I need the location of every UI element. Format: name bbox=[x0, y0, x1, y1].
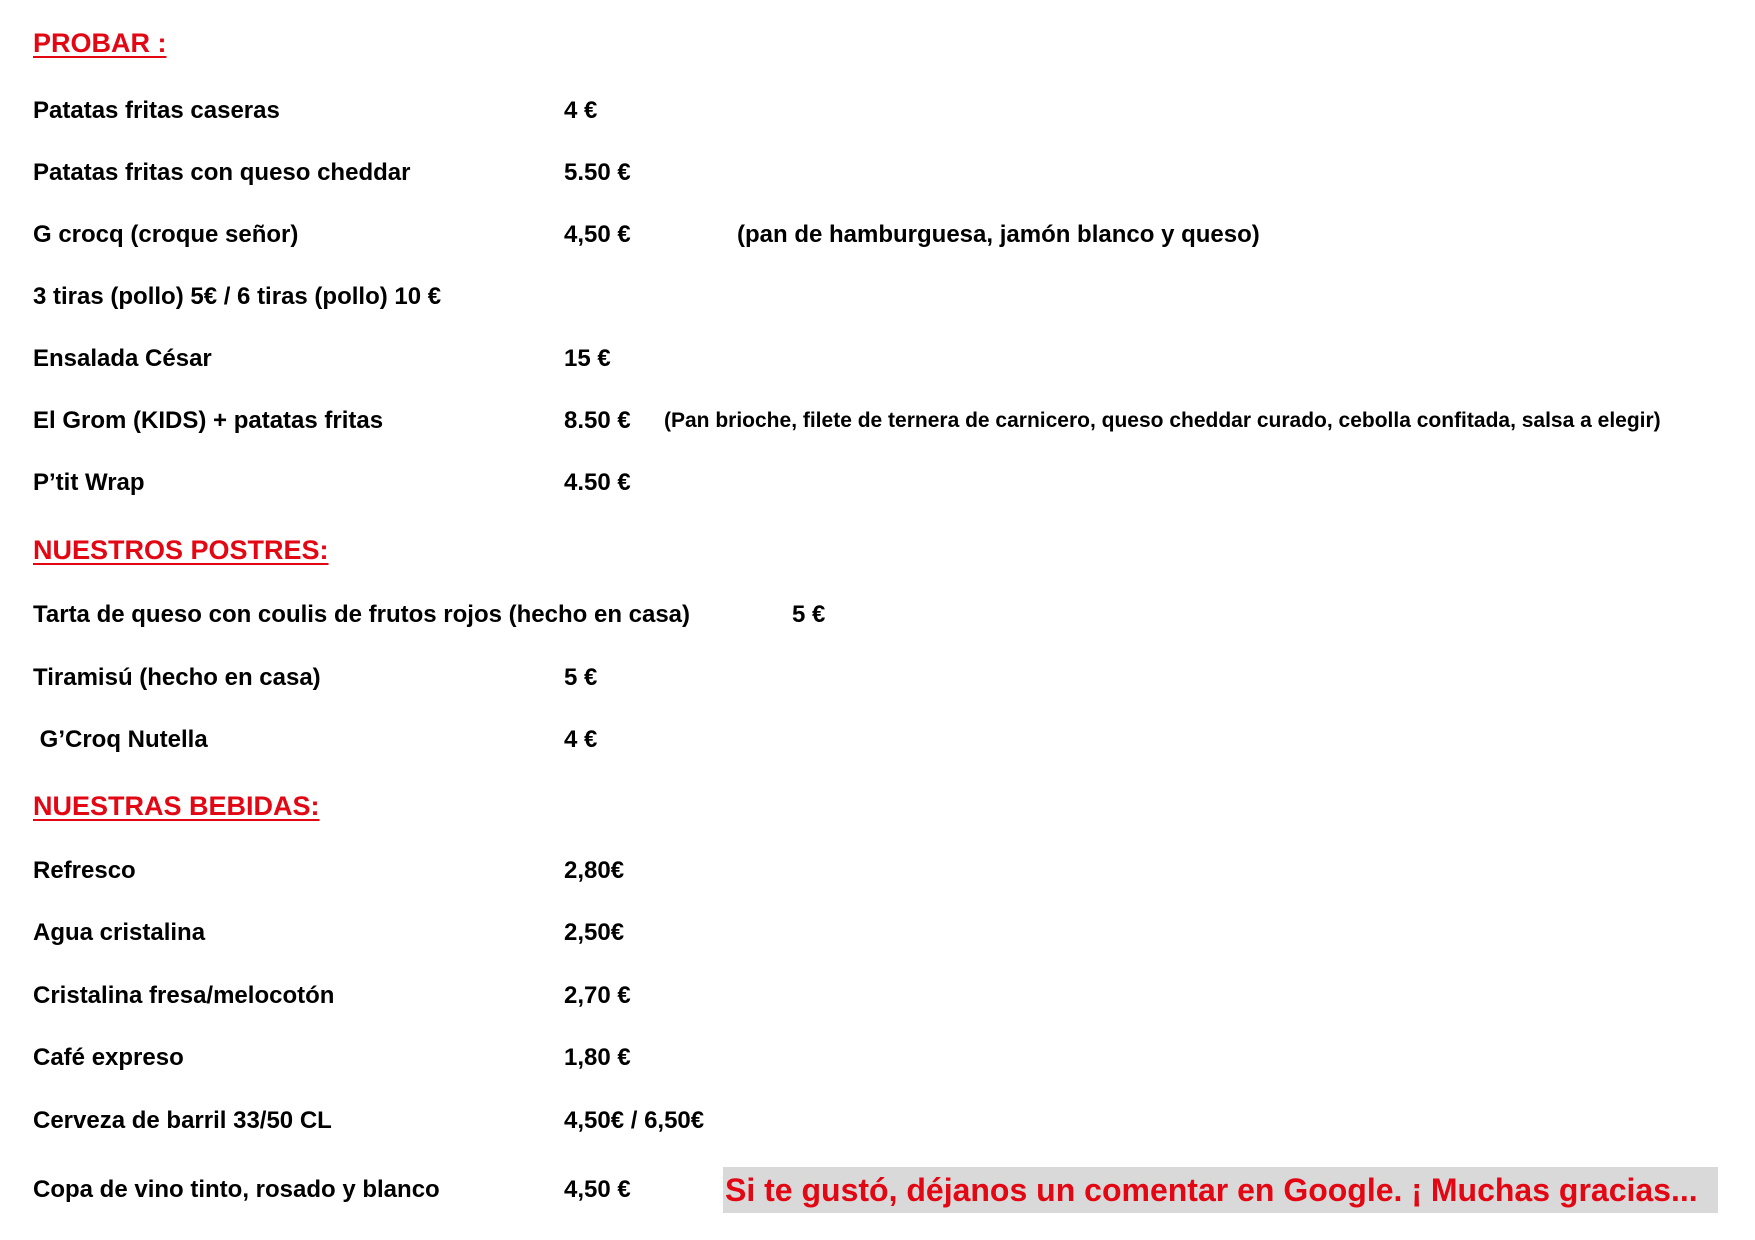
item-name: Tarta de queso con coulis de frutos rojos (hecho en casa) bbox=[33, 601, 691, 628]
item-price: 2,80€ bbox=[564, 857, 625, 884]
menu-item bbox=[0, 857, 1755, 897]
menu-item bbox=[0, 1107, 1755, 1147]
section-title-probar: PROBAR : bbox=[33, 28, 167, 58]
menu-item bbox=[0, 221, 1755, 261]
item-price: 4 € bbox=[564, 726, 598, 753]
item-name: G crocq (croque señor) bbox=[33, 221, 299, 248]
item-name: Copa de vino tinto, rosado y blanco bbox=[33, 1176, 440, 1203]
item-name: G’Croq Nutella bbox=[33, 726, 208, 753]
item-name: Cristalina fresa/melocotón bbox=[33, 982, 335, 1009]
menu-item bbox=[0, 726, 1755, 766]
item-name: Patatas fritas con queso cheddar bbox=[33, 159, 411, 186]
item-price: 4 € bbox=[564, 97, 598, 124]
menu-item bbox=[0, 97, 1755, 137]
menu-item bbox=[0, 345, 1755, 385]
item-price: 8.50 € bbox=[564, 407, 631, 434]
item-name: 3 tiras (pollo) 5€ / 6 tiras (pollo) 10 € bbox=[33, 283, 442, 310]
item-name: El Grom (KIDS) + patatas fritas bbox=[33, 407, 384, 434]
item-price: 2,50€ bbox=[564, 919, 625, 946]
menu-item bbox=[0, 601, 1755, 641]
item-price: 4.50 € bbox=[564, 469, 631, 496]
item-price: 5.50 € bbox=[564, 159, 631, 186]
menu-item bbox=[0, 283, 1755, 323]
item-name: Agua cristalina bbox=[33, 919, 206, 946]
item-name: Cerveza de barril 33/50 CL bbox=[33, 1107, 332, 1134]
menu-item bbox=[0, 982, 1755, 1022]
item-name: Café expreso bbox=[33, 1044, 184, 1071]
item-price: 4,50€ / 6,50€ bbox=[564, 1107, 705, 1134]
item-name: Tiramisú (hecho en casa) bbox=[33, 664, 321, 691]
menu-item bbox=[0, 1044, 1755, 1084]
item-price: 5 € bbox=[792, 601, 826, 628]
item-price: 4,50 € bbox=[564, 221, 631, 248]
section-title-postres: NUESTROS POSTRES: bbox=[33, 535, 329, 565]
item-name: Patatas fritas caseras bbox=[33, 97, 280, 124]
section-title-bebidas: NUESTRAS BEBIDAS: bbox=[33, 791, 320, 821]
item-description: (Pan brioche, filete de ternera de carnicero, queso cheddar curado, cebolla confitada, salsa a elegir) bbox=[664, 409, 1661, 432]
item-price: 1,80 € bbox=[564, 1044, 631, 1071]
menu-item bbox=[0, 469, 1755, 509]
item-name: P’tit Wrap bbox=[33, 469, 145, 496]
item-price: 4,50 € bbox=[564, 1176, 631, 1203]
google-review-message: Si te gustó, déjanos un comentar en Google. ¡ Muchas gracias... bbox=[723, 1167, 1718, 1213]
item-price: 2,70 € bbox=[564, 982, 631, 1009]
item-price: 15 € bbox=[564, 345, 611, 372]
menu-item bbox=[0, 919, 1755, 959]
item-description: (pan de hamburguesa, jamón blanco y queso) bbox=[737, 221, 1260, 248]
menu-item bbox=[0, 407, 1755, 447]
menu-item bbox=[0, 159, 1755, 199]
item-name: Refresco bbox=[33, 857, 136, 884]
menu-item bbox=[0, 664, 1755, 704]
item-name: Ensalada César bbox=[33, 345, 212, 372]
item-price: 5 € bbox=[564, 664, 598, 691]
